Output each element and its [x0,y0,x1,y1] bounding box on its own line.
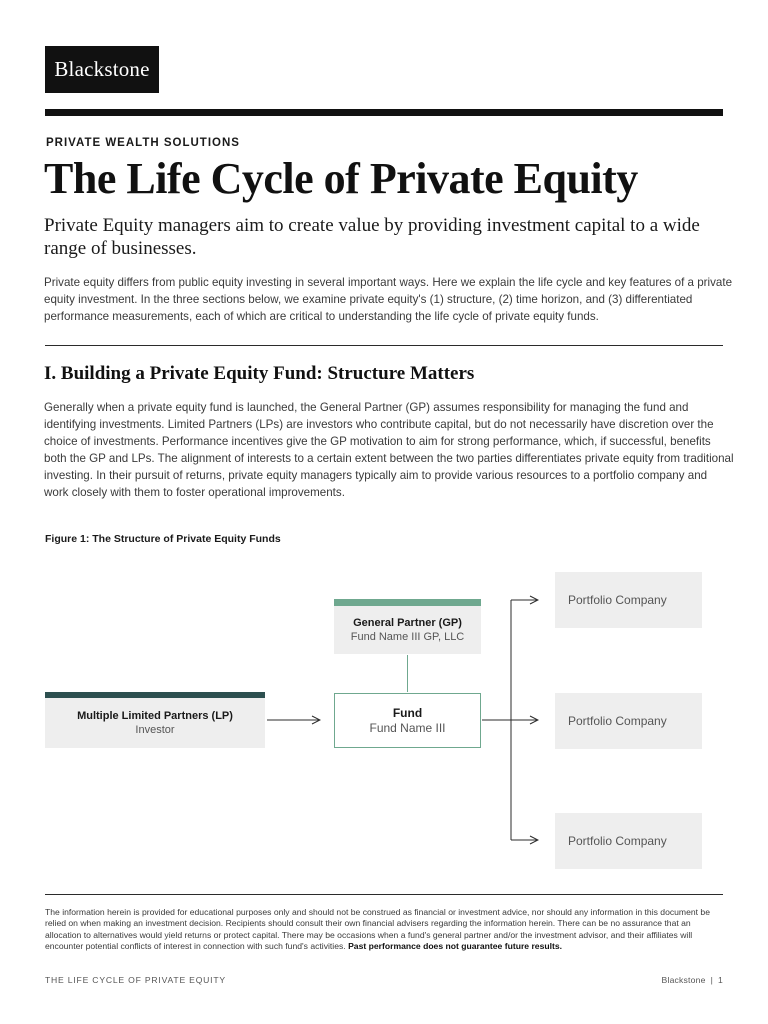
page-subtitle: Private Equity managers aim to create value by providing investment capital to a wide range of businesses. [44,215,700,259]
section-body: Generally when a private equity fund is launched, the General Partner (GP) assumes responsibility for managing the fund and identifying investments. Limited Partners (LPs) are investors who contribute capital, but do not necessarily have discretion over the choice of investments. Performance incentives give the GP motivation to aim for strong performance, which, if successful, benefits both the GP and LPs. The alignment of interests to a certain extent between the two parties differentiates private equity from traditional investing. In their pursuit of returns, private equity managers typically aim to provide various resources to a portfolio company and work closely with them to foster operational improvements. [44,401,734,499]
general-partner-box [334,599,481,654]
limited-partners-box [45,692,265,748]
gp-title: General Partner (GP) [353,617,462,629]
disclaimer-body: The information herein is provided for educational purposes only and should not be construed as financial or investment advice, nor should any information in this document be relied on when making an investment decision. Recipients should consult their own financial advisers regarding the information herein. There can be no assurance that an allocation to alternatives would yield returns or protect capital. There may be occasions when a fund's general partner and/or the investment advisor, and their affiliates will encounter potential conflicts of interest in connection with such fund's activities. [45,907,710,952]
footer-separator: | [710,975,714,985]
fund-title: Fund [392,705,423,720]
fund-subtitle: Fund Name III [369,720,446,735]
page-number: 1 [718,975,723,985]
lp-title: Multiple Limited Partners (LP) [77,710,233,722]
footer-divider [45,894,723,895]
figure-caption: Figure 1: The Structure of Private Equity Funds [45,533,281,545]
portfolio-company-box: Portfolio Company [555,693,702,749]
gp-subtitle: Fund Name III GP, LLC [350,631,465,643]
fund-box [334,693,481,748]
footer-document-title: THE LIFE CYCLE OF PRIVATE EQUITY [45,975,226,985]
footer-page-info [662,975,723,985]
footer-brand: Blackstone [661,975,706,985]
portfolio-company-box: Portfolio Company [555,813,702,869]
lp-subtitle: Investor [135,724,175,736]
disclaimer-text [45,907,723,953]
kicker-label: PRIVATE WEALTH SOLUTIONS [46,137,240,149]
section-heading: I. Building a Private Equity Fund: Structure Matters [44,363,475,384]
portfolio-company-box: Portfolio Company [555,572,702,628]
page-title: The Life Cycle of Private Equity [44,154,638,203]
disclaimer-bold: Past performance does not guarantee future results. [348,941,563,952]
blackstone-logo: Blackstone [45,46,159,93]
intro-paragraph: Private equity differs from public equity investing in several important ways. Here we explain the life cycle and key features of a private equity investment. In the three sections below, we examine private equity's (1) structure, (2) time horizon, and (3) differentiated performance measurements, each of which are critical to understanding the life cycle of private equity funds. [44,276,733,323]
